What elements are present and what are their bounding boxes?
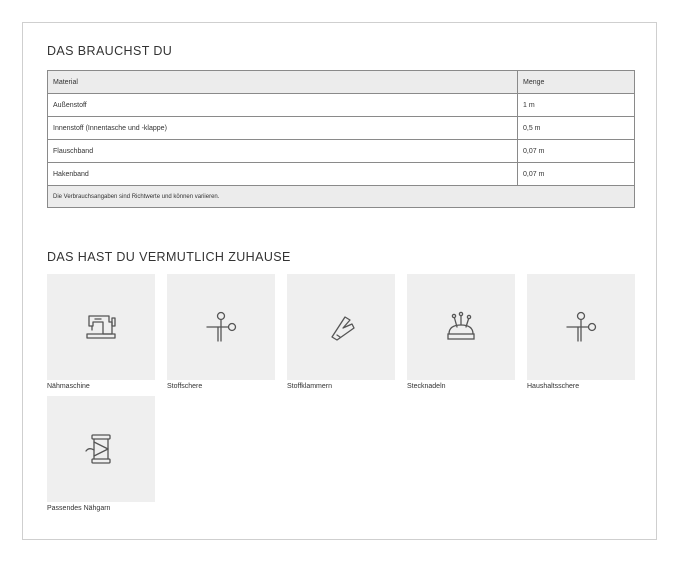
tool-tile[interactable] — [527, 274, 635, 380]
table-row — [48, 140, 635, 163]
tool-label: Stoffklammern — [287, 383, 332, 390]
scissors-icon — [561, 307, 601, 347]
tool-tile[interactable] — [47, 274, 155, 380]
tool-tile[interactable] — [287, 274, 395, 380]
tool-tile[interactable] — [167, 274, 275, 380]
scissors-icon — [201, 307, 241, 347]
material-cell: Flauschband — [48, 140, 518, 163]
amount-cell: 1 m — [518, 94, 635, 117]
material-cell: Innenstoff (Innentasche und -klappe) — [48, 117, 518, 140]
pin-cushion-icon — [441, 307, 481, 347]
tool-item-thread[interactable] — [47, 396, 155, 512]
column-header-amount: Menge — [518, 71, 635, 94]
tool-item-household-scissors[interactable] — [527, 274, 635, 390]
tool-label: Passendes Nähgarn — [47, 505, 111, 512]
tool-item-sewing-machine[interactable] — [47, 274, 155, 390]
tool-item-fabric-scissors[interactable] — [167, 274, 275, 390]
amount-cell: 0,07 m — [518, 163, 635, 186]
tool-item-pins[interactable] — [407, 274, 515, 390]
tool-label: Stoffschere — [167, 383, 203, 390]
amount-cell: 0,5 m — [518, 117, 635, 140]
table-header-row — [48, 71, 635, 94]
table-row — [48, 163, 635, 186]
tool-item-fabric-clips[interactable] — [287, 274, 395, 390]
content-card — [22, 22, 657, 540]
home-tools-heading: DAS HAST DU VERMUTLICH ZUHAUSE — [47, 250, 291, 264]
amount-cell: 0,07 m — [518, 140, 635, 163]
tool-tile[interactable] — [407, 274, 515, 380]
materials-table — [47, 70, 635, 208]
material-cell: Hakenband — [48, 163, 518, 186]
tool-label: Stecknadeln — [407, 383, 446, 390]
tool-label: Haushaltsschere — [527, 383, 580, 390]
thread-spool-icon — [81, 429, 121, 469]
table-row — [48, 94, 635, 117]
usage-note: Die Verbrauchsangaben sind Richtwerte und können variieren. — [48, 186, 635, 208]
sewing-machine-icon — [81, 307, 121, 347]
tool-label: Nähmaschine — [47, 383, 90, 390]
column-header-material: Material — [48, 71, 518, 94]
materials-heading: DAS BRAUCHST DU — [47, 44, 173, 58]
fabric-clip-icon — [321, 307, 361, 347]
table-row — [48, 117, 635, 140]
material-cell: Außenstoff — [48, 94, 518, 117]
table-note-row — [48, 186, 635, 208]
tool-tile[interactable] — [47, 396, 155, 502]
